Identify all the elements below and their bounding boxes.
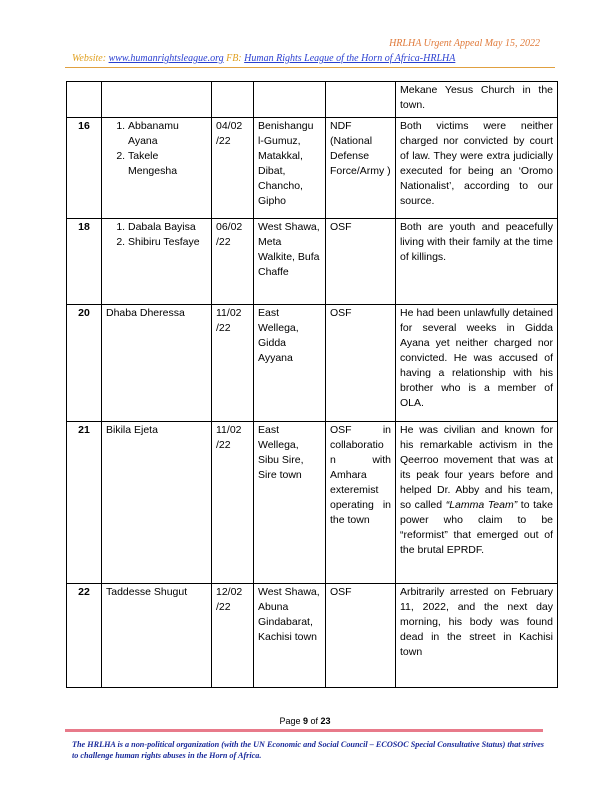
victim-name: Bikila Ejeta xyxy=(102,422,212,584)
lamma-team-quote: “Lamma Team” xyxy=(445,499,518,511)
place-cell: East Wellega, Sibu Sire, Sire town xyxy=(254,422,326,584)
website-label: Website: xyxy=(72,53,109,64)
perpetrator-cell: NDF (National Defense Force/Army ) xyxy=(326,118,396,219)
table-row xyxy=(67,422,558,584)
description-cell: Mekane Yesus Church in the town. xyxy=(396,82,558,118)
victim-name: 1. Dabala Bayisa xyxy=(128,220,207,235)
place-cell: West Shawa, Abuna Gindabarat, Kachisi town xyxy=(254,584,326,688)
victim-names xyxy=(102,219,212,305)
row-number: 21 xyxy=(67,422,102,584)
place-cell: East Wellega, Gidda Ayyana xyxy=(254,305,326,422)
perpetrator-cell: OSF xyxy=(326,219,396,305)
fb-link[interactable]: Human Rights League of the Horn of Africa-HRLHA xyxy=(244,53,456,64)
org-statement: The HRLHA is a non-political organization (with the UN Economic and Social Council – ECOSOC Special Consultative Status) that strives to challenge human rights abuses in the Horn of Africa. xyxy=(72,740,544,760)
row-number: 22 xyxy=(67,584,102,688)
description-cell: Both victims were neither charged nor convicted by court of law. They were extra judicially executed for being an ‘Oromo Nationalist’, according to our source. xyxy=(396,118,558,219)
victim-name: Taddesse Shugut xyxy=(102,584,212,688)
website-header xyxy=(72,53,455,64)
footer-divider xyxy=(65,729,543,732)
description-cell: He had been unlawfully detained for several weeks in Gidda Ayana yet neither charged nor convicted. He was accused of having a relationship with his brother who is a member of OLA. xyxy=(396,305,558,422)
victim-name: 2. Shibiru Tesfaye xyxy=(128,235,207,250)
appeal-header: HRLHA Urgent Appeal May 15, 2022 xyxy=(389,38,540,49)
description-cell: He was civilian and known for his remarkable activism in the Qeerroo movement that was at its peak four years before and helped Dr. Abby and his team, so called “Lamma Team” to take power who claim to be “reformist” that emerged out of the brutal EPRDF. xyxy=(396,422,558,584)
victim-name: Dhaba Dheressa xyxy=(102,305,212,422)
fb-label: FB: xyxy=(223,53,245,64)
killings-table xyxy=(66,81,558,688)
page-number: Page 9 of 23 xyxy=(279,716,331,726)
description-cell: Both are youth and peacefully living with their family at the time of killings. xyxy=(396,219,558,305)
row-number: 20 xyxy=(67,305,102,422)
table-row xyxy=(67,82,558,118)
date-cell: 04/02 /22 xyxy=(212,118,254,219)
victim-names xyxy=(102,118,212,219)
perpetrator-cell: OSF in collaboratio n with Amhara exteremist operating in the town xyxy=(326,422,396,584)
perpetrator-cell: OSF xyxy=(326,305,396,422)
date-cell: 06/02 /22 xyxy=(212,219,254,305)
website-link[interactable]: www.humanrightsleague.org xyxy=(108,53,224,64)
description-cell: Arbitrarily arrested on February 11, 2022, and the next day morning, his body was found dead in the street in Kachisi town xyxy=(396,584,558,688)
table-row xyxy=(67,305,558,422)
place-cell: West Shawa, Meta Walkite, Bufa Chaffe xyxy=(254,219,326,305)
victim-name: 1. Abbanamu Ayana xyxy=(128,119,207,149)
row-number: 16 xyxy=(67,118,102,219)
perpetrator-cell: OSF xyxy=(326,584,396,688)
date-cell: 12/02 /22 xyxy=(212,584,254,688)
date-cell: 11/02 /22 xyxy=(212,305,254,422)
table-row xyxy=(67,118,558,219)
row-number: 18 xyxy=(67,219,102,305)
header-divider xyxy=(65,67,555,68)
victim-name: 2. Takele Mengesha xyxy=(128,149,207,179)
date-cell: 11/02 /22 xyxy=(212,422,254,584)
table-row xyxy=(67,219,558,305)
place-cell: Benishangu l-Gumuz, Matakkal, Dibat, Chancho, Gipho xyxy=(254,118,326,219)
table-row xyxy=(67,584,558,688)
